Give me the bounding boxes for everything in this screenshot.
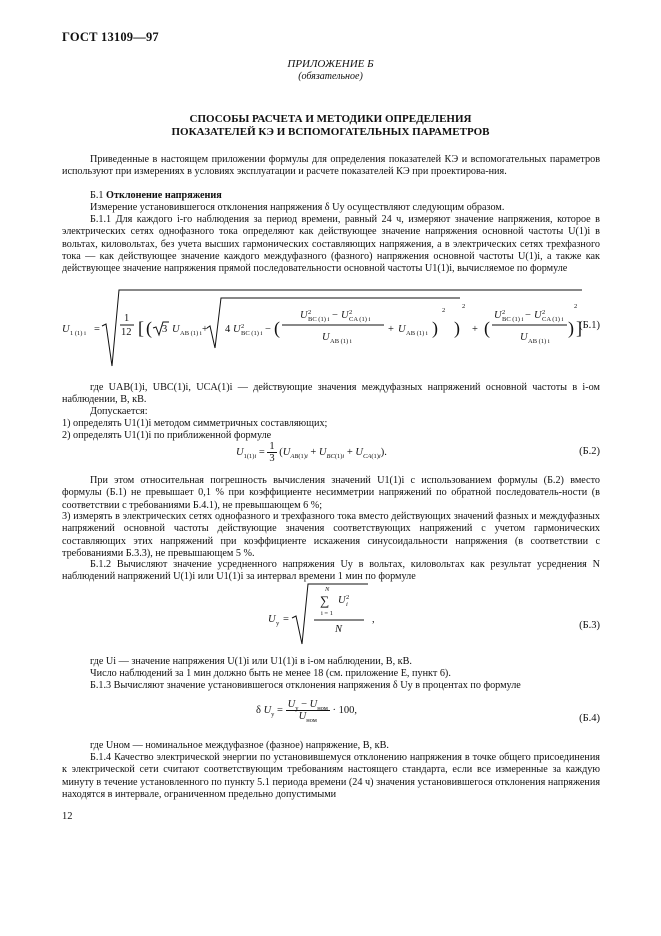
- svg-text:i = 1: i = 1: [321, 610, 333, 617]
- heading-line-2: ПОКАЗАТЕЛЕЙ КЭ И ВСПОМОГАТЕЛЬНЫХ ПАРАМЕТРОВ: [171, 126, 490, 138]
- svg-text:(: (: [146, 318, 152, 338]
- b11-paragraph: Б.1.1 Для каждого i-го наблюдения за период времени, равный 24 ч, измеряют значение напряжения, которое в электрических сетях однофазного тока определяют как действующее значение напряжения основной частоты U(1)i в вольтах, киловольтах, без учета высших гармонических составляющих напряжения, а в электрических сетях трехфазного тока — как действующее значение каждого междуфазного (фазного) напряжения основной частоты U(1)i, а также как действующее значение напряжения прямой последовательности основной частоты U1(1)i, вычисляемое по формуле: [62, 214, 600, 275]
- svg-text:2: 2: [241, 323, 245, 330]
- appendix-status: (обязательное): [298, 71, 363, 82]
- svg-text:1 (1) i: 1 (1) i: [70, 330, 86, 337]
- svg-text:2: 2: [574, 303, 578, 310]
- svg-text:U: U: [520, 332, 528, 343]
- page-number: 12: [62, 811, 73, 822]
- svg-text:U: U: [172, 324, 180, 335]
- intro-paragraph: Приведенные в настоящем приложении формулы для определения показателей КЭ и вспомогательных параметров используют при измерениях в условиях эксплуатации и расчете показателей КЭ при проектирова-ния.: [62, 154, 600, 178]
- svg-text:12: 12: [121, 327, 132, 338]
- standard-number: ГОСТ 13109—97: [62, 30, 159, 44]
- svg-text:2: 2: [542, 309, 546, 316]
- svg-text:AB (1) i: AB (1) i: [528, 338, 550, 345]
- svg-text:BC (1) i: BC (1) i: [308, 316, 330, 323]
- svg-text:4: 4: [225, 324, 231, 335]
- svg-text:): ): [432, 318, 438, 338]
- equation-b1: [62, 288, 582, 370]
- svg-text:AB (1) i: AB (1) i: [406, 330, 428, 337]
- svg-text:i: i: [346, 601, 348, 608]
- svg-text:,: ,: [372, 614, 375, 625]
- section-b1-title: Отклонение напряжения: [106, 190, 222, 201]
- where-b4: где Uном — номинальное междуфазное (фазное) напряжение, В, кВ.: [90, 740, 389, 751]
- b13-paragraph: Б.1.3 Вычисляют значение установившегося отклонения напряжения δ Uy в процентах по формуле: [90, 680, 521, 691]
- svg-text:=: =: [94, 324, 100, 335]
- svg-text:2: 2: [349, 309, 353, 316]
- svg-text:BC (1) i: BC (1) i: [241, 330, 263, 337]
- svg-text:+: +: [388, 324, 394, 335]
- equation-b4: δ $U_y$ = $\frac{U_y - U_{ном}}{U_{ном}}$ · 100,: [256, 699, 358, 725]
- svg-text:]: ]: [576, 318, 582, 338]
- equation-b3-graphic: [268, 582, 378, 648]
- svg-text:U: U: [494, 310, 502, 321]
- svg-text:(: (: [274, 318, 280, 338]
- svg-text:2: 2: [308, 309, 312, 316]
- svg-text:2: 2: [442, 307, 446, 314]
- b14-paragraph: Б.1.4 Качество электрической энергии по установившемуся отклонению напряжения в точке общего присоединения к электрической сети считают соответствующим требованиям настоящего стандарта, если все измеренные за каждую минуту в течение установленного по пункту 5.1 периода времени (24 ч) значения установившегося отклонения напряжения находятся в интервале, ограниченном предельно допустимыми: [62, 752, 600, 800]
- svg-text:2: 2: [462, 303, 466, 310]
- svg-text:∑: ∑: [320, 593, 330, 608]
- svg-text:1: 1: [124, 313, 130, 324]
- equation-b3: [268, 582, 378, 648]
- heading-line-1: СПОСОБЫ РАСЧЕТА И МЕТОДИКИ ОПРЕДЕЛЕНИЯ: [189, 113, 472, 125]
- svg-text:3: 3: [162, 324, 168, 335]
- section-b1-number: Б.1: [90, 190, 104, 201]
- svg-text:2: 2: [346, 594, 350, 601]
- b12-paragraph: Б.1.2 Вычисляют значение усредненного напряжения Uy в вольтах, киловольтах как результат усреднения N наблюдений напряжений U(1)i или U1(1)i за интервал времени 1 мин по формуле: [62, 559, 600, 583]
- b1-paragraph: Измерение установившегося отклонения напряжения δ Uy осуществляют следующим образом.: [90, 202, 505, 213]
- svg-text:AB (1) i: AB (1) i: [330, 338, 352, 345]
- svg-text:): ): [568, 318, 574, 338]
- svg-text:U: U: [233, 324, 241, 335]
- after-b2-paragraph: При этом относительная погрешность вычисления значений U1(1)i с использованием формулы (Б.2) вместо формулы (Б.1) не превышает 0,1 % при коэффициенте несимметрии напряжений по обратной последователь-ности (в соответствии с требованиями Б.4.1), не превышающем 6 %;: [62, 475, 600, 511]
- svg-text:−: −: [265, 324, 271, 335]
- svg-text:N: N: [325, 586, 330, 593]
- section-b1-heading: [62, 190, 600, 202]
- section-heading: [60, 113, 601, 139]
- svg-text:2: 2: [502, 309, 506, 316]
- equation-b3-label: (Б.3): [579, 620, 600, 631]
- svg-text:U: U: [268, 614, 276, 625]
- svg-text:=: =: [283, 614, 289, 625]
- allowed-item-2: 2) определять U1(1)i по приближенной формуле: [62, 430, 272, 441]
- svg-text:): ): [454, 318, 460, 338]
- svg-text:U: U: [338, 595, 346, 606]
- svg-text:U: U: [398, 324, 406, 335]
- equation-b2-label: (Б.2): [579, 446, 600, 457]
- equation-b1-graphic: [62, 288, 582, 370]
- svg-text:BC (1) i: BC (1) i: [502, 316, 524, 323]
- svg-text:U: U: [322, 332, 330, 343]
- svg-text:−: −: [525, 310, 531, 321]
- svg-text:CA (1) i: CA (1) i: [542, 316, 564, 323]
- svg-text:(: (: [484, 318, 490, 338]
- svg-text:N: N: [335, 624, 343, 635]
- svg-text:U: U: [300, 310, 308, 321]
- svg-text:AB (1) i: AB (1) i: [180, 330, 202, 337]
- allowed-heading: Допускается:: [90, 406, 148, 417]
- svg-text:U: U: [62, 324, 70, 335]
- count-note: Число наблюдений за 1 мин должно быть не менее 18 (см. приложение Е, пункт 6).: [90, 668, 451, 679]
- svg-text:CA (1) i: CA (1) i: [349, 316, 371, 323]
- appendix-title: ПРИЛОЖЕНИЕ Б: [287, 58, 374, 70]
- svg-text:+: +: [202, 324, 208, 335]
- allowed-item-1: 1) определять U1(1)i методом симметричных составляющих;: [62, 418, 328, 429]
- svg-text:y: y: [276, 620, 280, 627]
- svg-text:U: U: [341, 310, 349, 321]
- equation-b2: $U_{1(1)i}$ = $\frac{1}{3}$ $(U_{AB(1)i} + U_{BC(1)i} + U_{CA(1)i})$.: [236, 441, 387, 464]
- svg-text:−: −: [332, 310, 338, 321]
- svg-text:U: U: [534, 310, 542, 321]
- allowed-item-3: 3) измерять в электрических сетях однофазного и трехфазного тока вместо действующих значений фазных и междуфазных напряжений основной частоты действующие значения соответствующих напряжений с учетом гармонических составляющих этих напряжений при коэффициенте искажения синусоидальности напряжения (в соответствии с требованиями Б.3.3), не превышающем 5 %.: [62, 511, 600, 559]
- equation-b1-label: (Б.1): [579, 320, 600, 331]
- where-b1: где UAB(1)i, UBC(1)i, UCA(1)i — действующие значения междуфазных напряжений основной частоты в i-ом наблюдении, В, кВ.: [62, 382, 600, 406]
- where-b3: где Ui — значение напряжения U(1)i или U1(1)i в i-ом наблюдении, В, кВ.: [90, 656, 412, 667]
- svg-text:[: [: [138, 318, 144, 338]
- equation-b4-label: (Б.4): [579, 713, 600, 724]
- svg-text:+: +: [472, 324, 478, 335]
